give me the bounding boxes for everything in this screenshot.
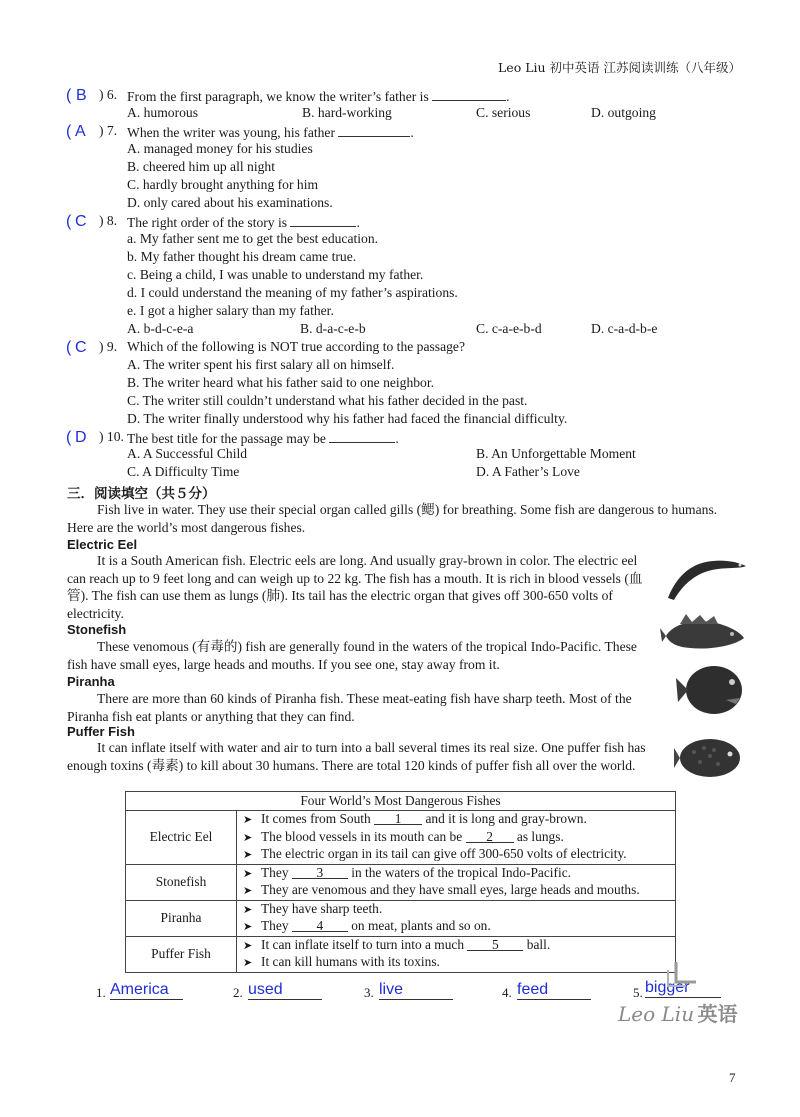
blank-2: 2 xyxy=(466,829,514,843)
arrow-icon: ➤ xyxy=(243,902,253,916)
question-number: ) 7. xyxy=(99,123,118,138)
question-number: ) 10. xyxy=(99,429,124,444)
option: C. The writer still couldn’t understand what his father decided in the past. xyxy=(127,393,528,408)
fish-heading: Piranha xyxy=(67,674,115,689)
question-stem: Which of the following is NOT true according to the passage? xyxy=(127,339,465,354)
option: B. The writer heard what his father said to one neighbor. xyxy=(127,375,435,390)
answer-word: used xyxy=(248,981,322,1000)
arrow-icon: ➤ xyxy=(243,956,253,969)
section-title: 三．阅读填空（共５分） xyxy=(67,486,216,502)
arrow-icon: ➤ xyxy=(243,813,253,826)
logo-mark-icon xyxy=(660,960,700,988)
question-number: ) 8. xyxy=(99,213,118,228)
puffer-fish-image xyxy=(674,734,746,780)
option: A. managed money for his studies xyxy=(127,141,313,156)
arrow-icon: ➤ xyxy=(243,866,253,880)
table-cell-facts: ➤ It can inflate itself to turn into a much 5 ball. ➤ It can kill humans with its toxins. xyxy=(237,936,676,972)
option: B. hard-working xyxy=(302,105,392,120)
table-row xyxy=(126,864,676,900)
page-number: 7 xyxy=(729,1070,736,1085)
story-item: b. My father thought his dream came true. xyxy=(127,249,357,264)
arrow-icon: ➤ xyxy=(243,830,253,844)
option: A. b-d-c-e-a xyxy=(127,321,194,336)
option: D. only cared about his examinations. xyxy=(127,195,333,210)
option: C. hardly brought anything for him xyxy=(127,177,319,192)
answer-word: live xyxy=(379,981,453,1000)
question-number: ) 6. xyxy=(99,87,118,102)
question-stem: From the first paragraph, we know the writer’s father is . xyxy=(127,89,510,104)
answer-number: 2. xyxy=(233,985,243,1000)
arrow-icon: ➤ xyxy=(243,848,253,861)
fish-heading: Stonefish xyxy=(67,622,127,637)
page-header: Leo Liu 初中英语 江苏阅读训练（八年级） xyxy=(498,60,741,75)
question-stem: The best title for the passage may be . xyxy=(127,431,399,446)
option: D. A Father’s Love xyxy=(476,464,580,479)
table-row xyxy=(126,936,676,972)
option: C. serious xyxy=(476,105,531,120)
logo-latin: Leo Liu xyxy=(618,1002,695,1026)
question-stem: When the writer was young, his father . xyxy=(127,125,414,140)
answer-word: bigger xyxy=(645,979,721,998)
answer-10: D xyxy=(75,429,87,446)
question-number: ) 9. xyxy=(99,339,118,354)
answer-word: America xyxy=(110,981,183,1000)
blank-3: 3 xyxy=(292,865,348,879)
option: D. outgoing xyxy=(591,105,656,120)
blank-4: 4 xyxy=(292,918,348,932)
answer-word: feed xyxy=(517,981,591,1000)
option: C. c-a-e-b-d xyxy=(476,321,542,336)
answer-number: 1. xyxy=(96,985,106,1000)
electric-eel-image xyxy=(664,552,750,602)
table-title: Four World’s Most Dangerous Fishes xyxy=(126,792,676,811)
option: B. cheered him up all night xyxy=(127,159,275,174)
answer-8: C xyxy=(75,213,87,230)
arrow-icon: ➤ xyxy=(243,884,253,897)
answer-number: 3. xyxy=(364,985,374,1000)
story-item: a. My father sent me to get the best education. xyxy=(127,231,379,246)
story-item: e. I got a higher salary than my father. xyxy=(127,303,334,318)
arrow-icon: ➤ xyxy=(243,938,253,952)
table-cell-name: Electric Eel xyxy=(126,811,237,865)
table-cell-name: Piranha xyxy=(126,900,237,936)
option: D. c-a-d-b-e xyxy=(591,321,658,336)
table-row xyxy=(126,811,676,865)
option: D. The writer finally understood why his father had faced the financial difficulty. xyxy=(127,411,568,426)
answer-number: 4. xyxy=(502,985,512,1000)
fish-paragraph: It is a South American fish. Electric eels are long. And usually gray-brown in color. The electric eel can reach up to 9 feet long and can weigh up to 22 kg. The fish has a mouth. It is rich in blood vessels (血管). The fish can use them as lungs (肺). Its tail has the electric organ that gives off 300-650 volts of electricity. xyxy=(67,553,643,621)
table-cell-name: Puffer Fish xyxy=(126,936,237,972)
fish-summary-table xyxy=(125,791,676,973)
logo-cn: 英语 xyxy=(697,1002,738,1026)
table-cell-name: Stonefish xyxy=(126,864,237,900)
answer-number: 5. xyxy=(633,985,643,1000)
intro-paragraph: Fish live in water. They use their special organ called gills (鳃) for breathing. Some fish are dangerous to humans. Here are the world’s most dangerous fishes. xyxy=(67,502,718,535)
option: A. humorous xyxy=(127,105,198,120)
table-cell-facts: ➤ It comes from South 1 and it is long and gray-brown. ➤ The blood vessels in its mouth can be 2 as lungs. ➤ The electric organ in its tail can give off 300-650 volts of electricity. xyxy=(237,811,676,865)
option: B. d-a-c-e-b xyxy=(300,321,366,336)
answer-9: C xyxy=(75,339,87,356)
question-stem: The right order of the story is . xyxy=(127,215,360,230)
option: A. The writer spent his first salary all on himself. xyxy=(127,357,395,372)
fish-paragraph: It can inflate itself with water and air to turn into a ball several times its real size. One puffer fish has enough toxins (毒素) to kill about 30 humans. There are total 120 kinds of puffer fish all over the world. xyxy=(67,740,646,773)
table-cell-facts: ➤ They have sharp teeth. ➤ They 4 on meat, plants and so on. xyxy=(237,900,676,936)
story-item: d. I could understand the meaning of my father’s aspirations. xyxy=(127,285,458,300)
piranha-image xyxy=(676,662,746,718)
fish-paragraph: These venomous (有毒的) fish are generally found in the waters of the tropical Indo-Pacific. These fish have small eyes, large heads and mouths. If you see one, stay away from it. xyxy=(67,639,637,672)
fish-heading: Electric Eel xyxy=(67,537,138,552)
fish-heading: Puffer Fish xyxy=(67,724,135,739)
option: B. An Unforgettable Moment xyxy=(476,446,636,461)
blank-5: 5 xyxy=(467,937,523,951)
arrow-icon: ➤ xyxy=(243,920,253,933)
blank-1: 1 xyxy=(374,811,422,825)
answer-6: B xyxy=(76,87,87,104)
table-row xyxy=(126,900,676,936)
option: A. A Successful Child xyxy=(127,446,248,461)
fish-paragraph: There are more than 60 kinds of Piranha fish. These meat-eating fish have sharp teeth. Most of the Piranha fish eat plants or anything that they can find. xyxy=(67,691,632,724)
option: C. A Difficulty Time xyxy=(127,464,240,479)
table-cell-facts: ➤ They 3 in the waters of the tropical Indo-Pacific. ➤ They are venomous and they have small eyes, large heads and mouths. xyxy=(237,864,676,900)
answer-7: A xyxy=(75,123,86,140)
story-item: c. Being a child, I was unable to understand my father. xyxy=(127,267,424,282)
brand-logo xyxy=(618,998,737,1027)
stonefish-image xyxy=(660,612,748,656)
